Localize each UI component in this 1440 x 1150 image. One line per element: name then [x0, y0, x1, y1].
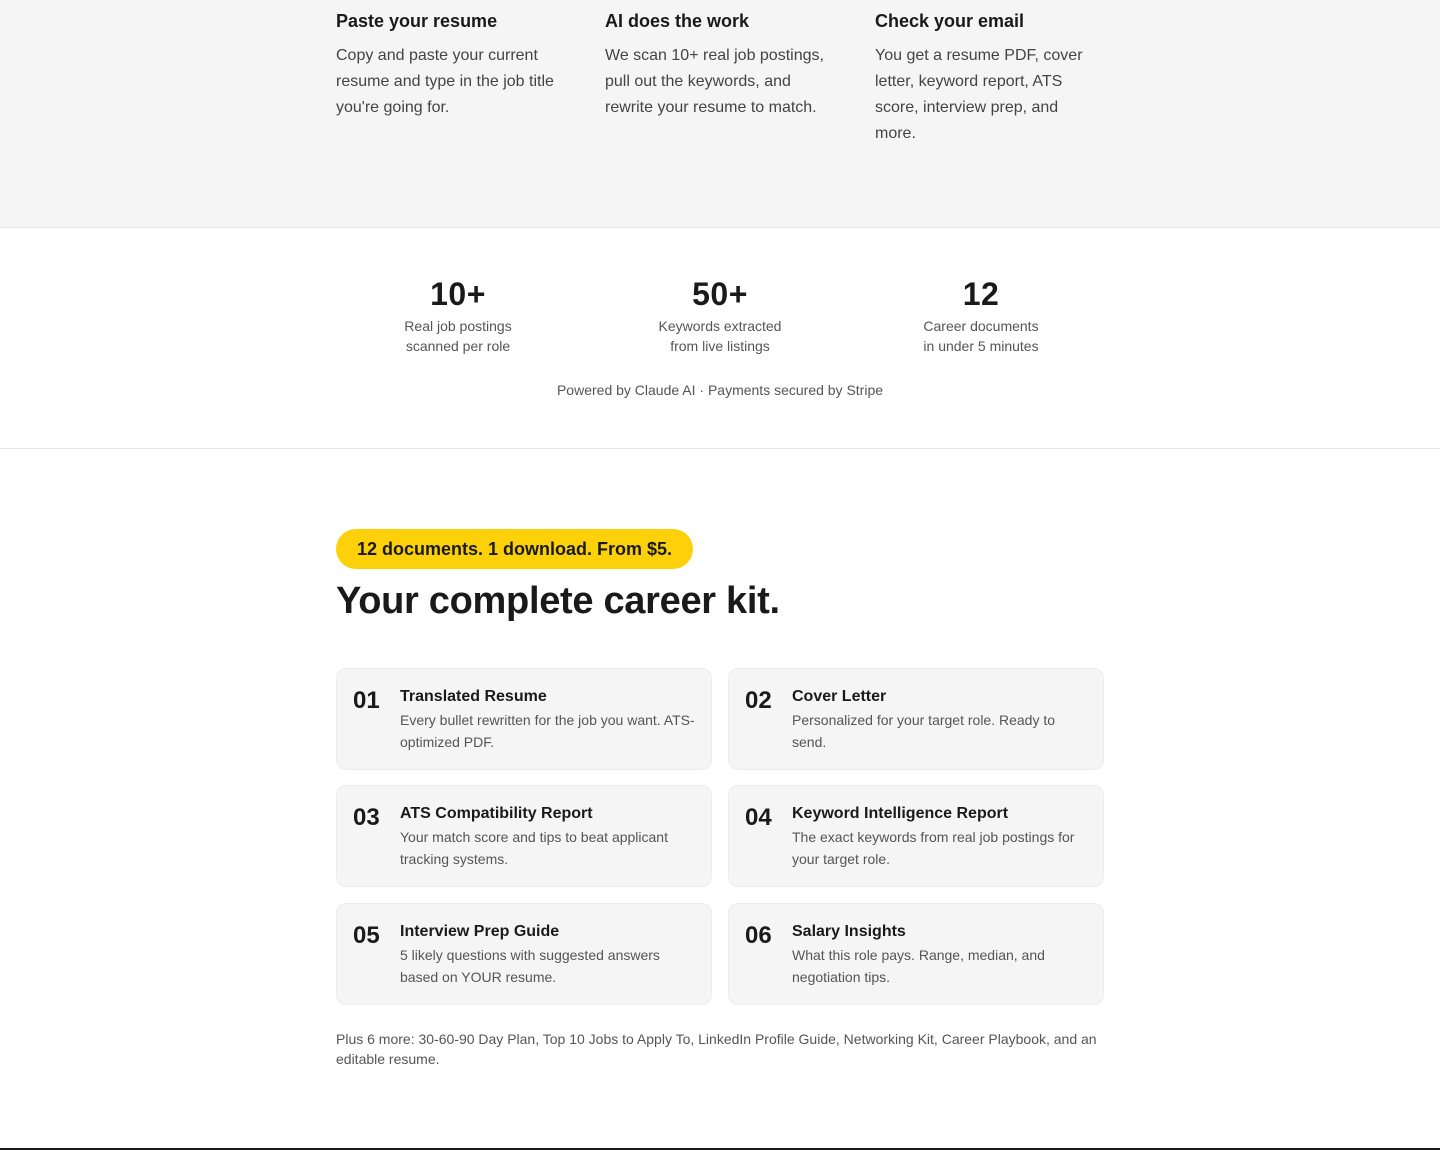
section-title: Your complete career kit.: [336, 580, 780, 622]
card-number: 06: [745, 922, 772, 949]
stat-value: 10+: [430, 276, 486, 312]
step-description: You get a resume PDF, cover letter, keyword report, ATS score, interview prep, and more.: [875, 47, 1083, 142]
stat-job-postings: [358, 274, 558, 356]
stat-value: 12: [962, 276, 1000, 312]
stat-value: 50+: [692, 276, 748, 312]
step-check-email: [875, 8, 1100, 147]
step-ai-work: [605, 8, 830, 121]
card-title: Interview Prep Guide: [400, 923, 560, 940]
pricing-badge: 12 documents. 1 download. From $5.: [336, 529, 693, 569]
stat-label-line1: Career documents: [923, 318, 1039, 334]
steps-row: [336, 0, 1116, 228]
document-card-interview-prep: [336, 903, 712, 1005]
card-description: What this role pays. Range, median, and negotiation tips.: [792, 947, 1045, 985]
document-card-translated-resume: [336, 668, 712, 770]
card-description: 5 likely questions with suggested answers based on YOUR resume.: [400, 947, 660, 985]
stat-documents: [881, 274, 1081, 356]
card-title: Translated Resume: [400, 688, 547, 705]
card-number: 02: [745, 687, 772, 714]
card-title: ATS Compatibility Report: [400, 805, 593, 822]
stat-label-line2: from live listings: [670, 338, 770, 354]
card-description: Every bullet rewritten for the job you want. ATS-optimized PDF.: [400, 712, 695, 750]
plus-more-text: Plus 6 more: 30-60-90 Day Plan, Top 10 Jobs to Apply To, LinkedIn Profile Guide, Networking Kit, Career Playbook, and an editable resume.: [336, 1031, 1097, 1067]
card-number: 05: [353, 922, 380, 949]
card-number: 01: [353, 687, 380, 714]
stat-label-line1: Keywords extracted: [658, 318, 782, 334]
document-card-keyword-report: [728, 785, 1104, 887]
card-number: 03: [353, 804, 380, 831]
how-it-works-section: [0, 0, 1440, 228]
step-title: Check your email: [875, 11, 1025, 31]
card-description: Your match score and tips to beat applicant tracking systems.: [400, 829, 668, 867]
stat-label-line2: scanned per role: [405, 338, 511, 354]
step-description: Copy and paste your current resume and type in the job title you're going for.: [336, 47, 554, 116]
stat-keywords: [620, 274, 820, 356]
step-title: AI does the work: [605, 11, 750, 31]
card-title: Keyword Intelligence Report: [792, 805, 1009, 822]
step-paste-resume: [336, 8, 561, 121]
stats-section: [0, 228, 1440, 449]
card-number: 04: [745, 804, 772, 831]
step-description: We scan 10+ real job postings, pull out the keywords, and rewrite your resume to match.: [605, 47, 824, 116]
card-title: Salary Insights: [792, 923, 906, 940]
document-card-ats-report: [336, 785, 712, 887]
document-card-cover-letter: [728, 668, 1104, 770]
stat-label-line2: in under 5 minutes: [923, 338, 1039, 354]
card-description: The exact keywords from real job postings for your target role.: [792, 829, 1075, 867]
card-title: Cover Letter: [792, 688, 887, 705]
step-title: Paste your resume: [336, 11, 498, 31]
career-kit-section: [0, 449, 1440, 1149]
document-card-salary-insights: [728, 903, 1104, 1005]
stat-label-line1: Real job postings: [404, 318, 512, 334]
powered-by-text: Powered by Claude AI · Payments secured by Stripe: [556, 382, 884, 398]
card-description: Personalized for your target role. Ready to send.: [792, 712, 1056, 750]
